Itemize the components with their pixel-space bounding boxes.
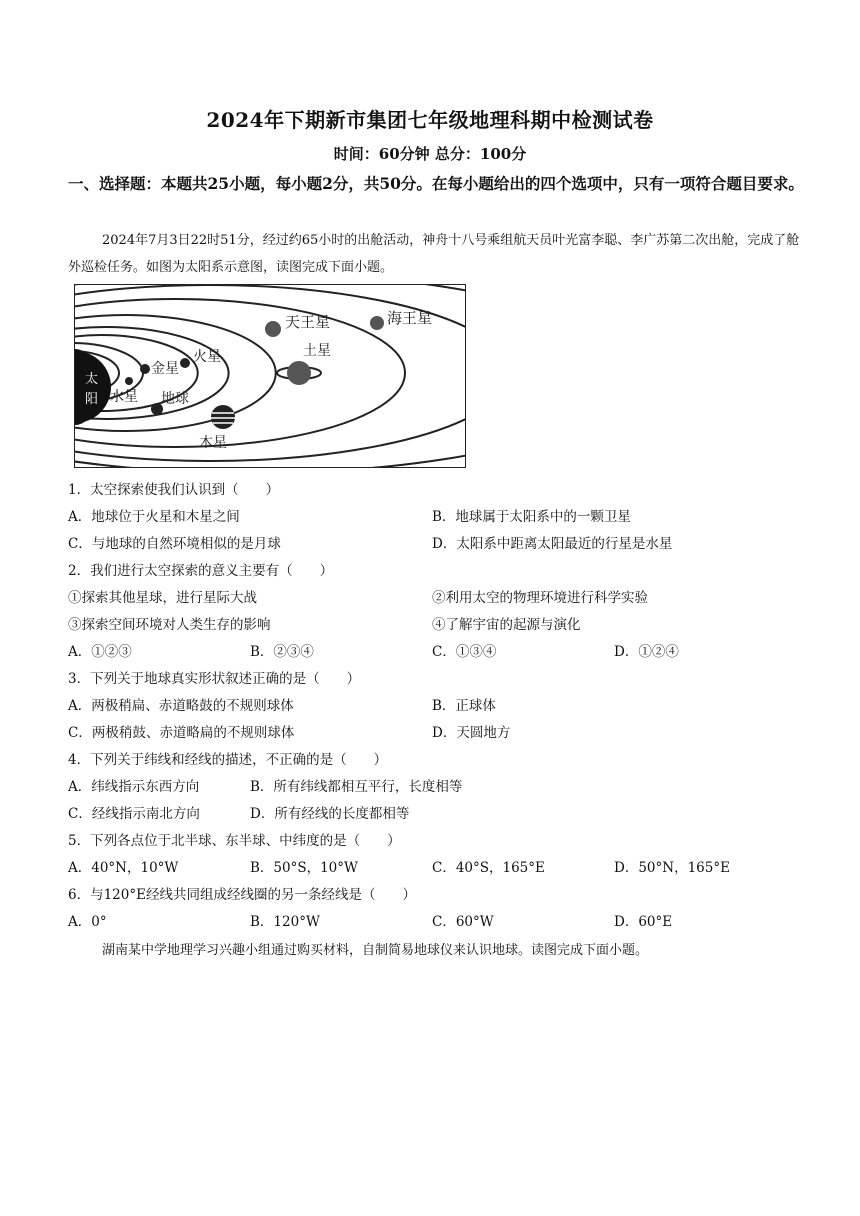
- question-1-option-a[interactable]: A．地球位于火星和木星之间: [68, 509, 240, 525]
- solar-system-figure: [74, 284, 466, 468]
- section-heading: 一、选择题：本题共25小题，每小题2分，共50分。在每小题给出的四个选项中，只有一项符合题目要求。: [68, 174, 804, 193]
- question-2-option-c[interactable]: C．①③④: [432, 644, 497, 660]
- question-5-option-a[interactable]: A．40°N，10°W: [68, 860, 179, 876]
- planet-uranus-label: 天王星: [285, 313, 331, 331]
- question-2-option-b[interactable]: B．②③④: [250, 644, 314, 660]
- question-4-option-c[interactable]: C．经线指示南北方向: [68, 806, 200, 822]
- sun-label: 阳: [85, 392, 99, 407]
- planet-mars-label: 火星: [193, 349, 221, 365]
- question-2-statement-1: ①探索其他星球，进行星际大战: [68, 590, 257, 606]
- planet-venus-label: 金星: [151, 361, 179, 377]
- planet-neptune: [370, 316, 384, 330]
- question-6-option-b[interactable]: B．120°W: [250, 914, 320, 930]
- closing-intro: 湖南某中学地理学习兴趣小组通过购买材料，自制简易地球仪来认识地球。读图完成下面小题。: [102, 943, 649, 958]
- planet-uranus: [265, 321, 281, 337]
- planet-saturn: [287, 361, 311, 385]
- planet-earth-label: 地球: [161, 391, 189, 407]
- planet-saturn-label: 土星: [303, 343, 331, 359]
- question-5-option-c[interactable]: C．40°S，165°E: [432, 860, 545, 876]
- planet-venus: [140, 364, 150, 374]
- question-5-stem: 5．下列各点位于北半球、东半球、中纬度的是（ ）: [68, 833, 401, 849]
- question-2-statement-2: ②利用太空的物理环境进行科学实验: [432, 590, 648, 606]
- planet-jupiter-label: 木星: [199, 435, 227, 451]
- question-2-statement-3: ③探索空间环境对人类生存的影响: [68, 617, 271, 633]
- question-3-option-c[interactable]: C．两极稍鼓、赤道略扁的不规则球体: [68, 725, 295, 741]
- orbit-saturn: [75, 299, 405, 447]
- question-4-option-a[interactable]: A．纬线指示东西方向: [68, 779, 200, 795]
- planet-mercury: [125, 377, 133, 385]
- question-1-stem: 1．太空探索使我们认识到（ ）: [68, 482, 280, 498]
- question-6-option-a[interactable]: A．0°: [68, 914, 107, 930]
- question-3-option-a[interactable]: A．两极稍扁、赤道略鼓的不规则球体: [68, 698, 294, 714]
- page-title: 2024年下期新市集团七年级地理科期中检测试卷: [206, 108, 654, 132]
- solar-system-diagram: [75, 285, 466, 468]
- question-3-stem: 3．下列关于地球真实形状叙述正确的是（ ）: [68, 671, 361, 687]
- question-2-option-d[interactable]: D．①②④: [614, 644, 679, 660]
- passage-intro: 2024年7月3日22时51分，经过约65小时的出舱活动，神舟十八号乘组航天员叶光富李聪、李广苏第二次出舱，完成了舱外巡检任务。如图为太阳系示意图，读图完成下面小题。: [68, 233, 800, 275]
- sun-label: 太: [85, 372, 99, 387]
- question-3-option-b[interactable]: B．正球体: [432, 698, 496, 714]
- planet-mars: [180, 358, 190, 368]
- planet-neptune-label: 海王星: [387, 309, 433, 327]
- question-1-option-b[interactable]: B．地球属于太阳系中的一颗卫星: [432, 509, 631, 525]
- question-1-option-c[interactable]: C．与地球的自然环境相似的是月球: [68, 536, 281, 552]
- question-2-stem: 2．我们进行太空探索的意义主要有（ ）: [68, 563, 334, 579]
- question-5-option-d[interactable]: D．50°N，165°E: [614, 860, 730, 876]
- question-6-option-d[interactable]: D．60°E: [614, 914, 673, 930]
- question-4-option-b[interactable]: B．所有纬线都相互平行，长度相等: [250, 779, 463, 795]
- question-4-option-d[interactable]: D．所有经线的长度都相等: [250, 806, 410, 822]
- question-1-option-d[interactable]: D．太阳系中距离太阳最近的行星是水星: [432, 536, 673, 552]
- question-4-stem: 4．下列关于纬线和经线的描述，不正确的是（ ）: [68, 752, 388, 768]
- question-2-statement-4: ④了解宇宙的起源与演化: [432, 617, 581, 633]
- question-5-option-b[interactable]: B．50°S，10°W: [250, 860, 358, 876]
- question-2-option-a[interactable]: A．①②③: [68, 644, 132, 660]
- planet-jupiter: [211, 405, 235, 429]
- question-3-option-d[interactable]: D．天圆地方: [432, 725, 511, 741]
- planet-mercury-label: 水星: [110, 389, 138, 405]
- exam-info: 时间：60分钟 总分：100分: [333, 145, 527, 163]
- question-6-stem: 6．与120°E经线共同组成经线圈的另一条经线是（ ）: [68, 887, 416, 903]
- question-6-option-c[interactable]: C．60°W: [432, 914, 494, 930]
